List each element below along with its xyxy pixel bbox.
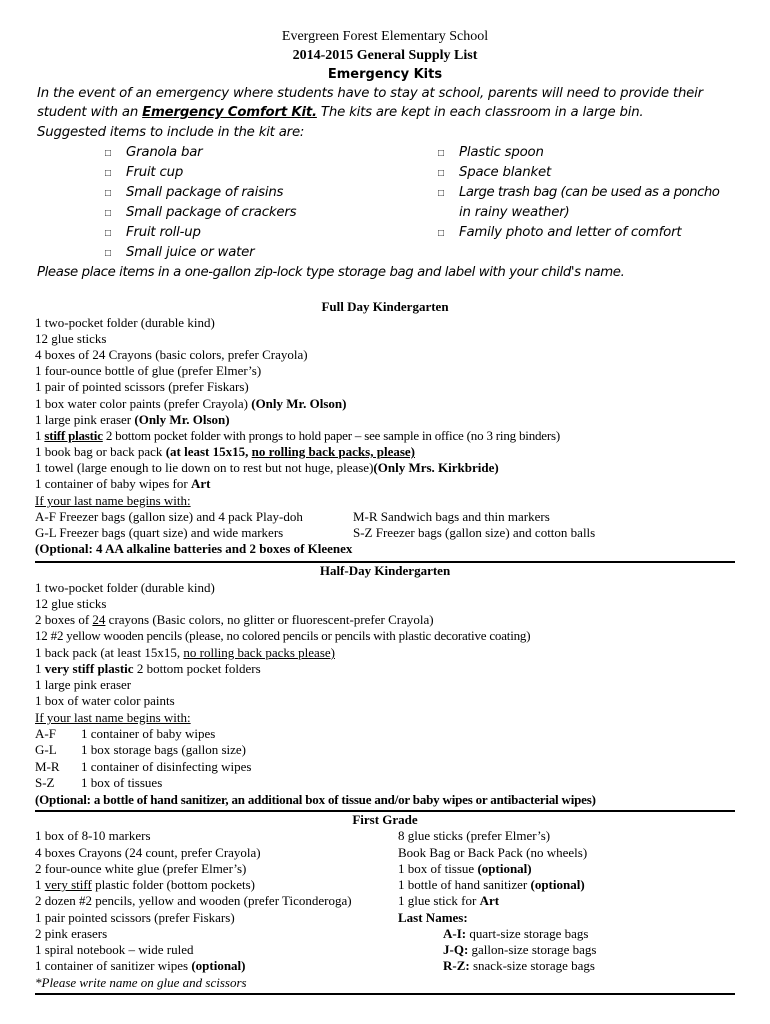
list-item bbox=[398, 893, 499, 909]
item-text: 1 container of baby wipes for bbox=[35, 476, 191, 491]
item-text: plastic folder (bottom pockets) bbox=[91, 877, 255, 892]
group-code: M-R bbox=[35, 759, 60, 774]
list-item bbox=[35, 412, 230, 428]
item-note: (optional) bbox=[530, 877, 585, 892]
kit-item: Fruit roll-up bbox=[126, 225, 201, 240]
list-item bbox=[35, 958, 245, 974]
last-name-label bbox=[35, 710, 191, 726]
last-name-text: If your last name begins with: bbox=[35, 493, 191, 508]
kit-item: Small package of crackers bbox=[126, 205, 297, 220]
list-item: 2 four-ounce white glue (prefer Elmer’s) bbox=[35, 861, 247, 876]
last-names-label bbox=[398, 910, 468, 926]
list-item: 1 spiral notebook – wide ruled bbox=[35, 942, 194, 957]
item-note: (Only Mr. Olson) bbox=[251, 396, 347, 411]
list-item: 1 pair of pointed scissors (prefer Fiskars) bbox=[35, 379, 249, 394]
group-code: R-Z: bbox=[443, 958, 470, 973]
item-text: 1 towel (large enough to lie down on to rest but not huge, please) bbox=[35, 460, 374, 475]
emergency-kits-title: Emergency Kits bbox=[327, 67, 443, 82]
item-text: 1 box of tissue bbox=[398, 861, 478, 876]
kit-item: Space blanket bbox=[459, 165, 551, 180]
list-item bbox=[35, 476, 210, 492]
list-item: 4 boxes of 24 Crayons (basic colors, prefer Crayola) bbox=[35, 347, 308, 362]
item-emphasis: no rolling back packs please) bbox=[183, 645, 335, 660]
supply-list-title: 2014-2015 General Supply List bbox=[292, 48, 478, 63]
list-item: 1 large pink eraser bbox=[35, 677, 132, 692]
kit-item: Small juice or water bbox=[126, 245, 255, 260]
item-text: 1 bbox=[35, 877, 45, 892]
optional-note bbox=[35, 792, 596, 808]
emergency-comfort-kit-label: Emergency Comfort Kit. bbox=[142, 105, 317, 120]
kit-item: Family photo and letter of comfort bbox=[459, 225, 682, 240]
list-item: A-F Freezer bags (gallon size) and 4 pack Play-doh bbox=[35, 509, 303, 524]
item-note: Art bbox=[190, 476, 211, 491]
list-item bbox=[443, 942, 596, 958]
school-name: Evergreen Forest Elementary School bbox=[281, 29, 489, 44]
emergency-intro-line1: In the event of an emergency where students have to stay at school, parents will need to provide their bbox=[37, 86, 703, 101]
checkbox-icon bbox=[105, 148, 111, 159]
item-emphasis: no rolling back packs, please) bbox=[251, 444, 415, 459]
item-emphasis: very stiff plastic bbox=[44, 661, 134, 676]
item-text: 1 book bag or back pack bbox=[35, 444, 166, 459]
group-item: 1 container of baby wipes bbox=[81, 726, 216, 741]
checkbox-icon bbox=[105, 248, 111, 259]
group-item: snack-size storage bags bbox=[469, 958, 595, 973]
item-text: 1 back pack (at least 15x15, bbox=[35, 645, 184, 660]
full-day-kindergarten-title: Full Day Kindergarten bbox=[321, 299, 449, 314]
item-text: 1 bottle of hand sanitizer bbox=[398, 877, 531, 892]
half-day-kindergarten-title: Half-Day Kindergarten bbox=[319, 563, 451, 578]
kit-item: Fruit cup bbox=[126, 165, 184, 180]
list-item bbox=[398, 861, 532, 877]
checkbox-icon bbox=[105, 168, 111, 179]
item-note: (optional) bbox=[477, 861, 532, 876]
item-text: 1 glue stick for bbox=[398, 893, 480, 908]
checkbox-icon bbox=[105, 208, 111, 219]
list-item bbox=[35, 460, 499, 476]
last-name-text: If your last name begins with: bbox=[35, 710, 191, 725]
optional-text: (Optional: 4 AA alkaline batteries and 2 boxes of Kleenex bbox=[35, 541, 353, 556]
item-text: 2 bottom pocket folder with prongs to hold paper – see sample in office (no 3 ring binders) bbox=[102, 428, 560, 443]
kit-item: Large trash bag (can be used as a poncho bbox=[459, 185, 720, 200]
section-divider bbox=[35, 993, 735, 995]
list-item: 4 boxes Crayons (24 count, prefer Crayola) bbox=[35, 845, 261, 860]
group-item: quart-size storage bags bbox=[466, 926, 589, 941]
item-text: 2 boxes of bbox=[35, 612, 93, 627]
list-item: 8 glue sticks (prefer Elmer’s) bbox=[398, 828, 551, 843]
list-item: Book Bag or Back Pack (no wheels) bbox=[398, 845, 588, 860]
item-text: 1 box water color paints (prefer Crayola) bbox=[35, 396, 252, 411]
list-item: 12 #2 yellow wooden pencils (please, no colored pencils or pencils with plastic decorative coating) bbox=[35, 628, 531, 643]
item-emphasis: stiff plastic bbox=[44, 428, 103, 443]
list-item bbox=[35, 612, 434, 628]
list-item: 12 glue sticks bbox=[35, 331, 107, 346]
last-name-label bbox=[35, 493, 191, 509]
list-item bbox=[35, 645, 335, 661]
item-note: (optional) bbox=[191, 958, 246, 973]
list-item: G-L Freezer bags (quart size) and wide markers bbox=[35, 525, 284, 540]
optional-note bbox=[35, 541, 352, 557]
group-code: A-F bbox=[35, 726, 56, 741]
group-code: J-Q: bbox=[443, 942, 469, 957]
list-item bbox=[35, 444, 415, 460]
item-text: crayons (Basic colors, no glitter or fluorescent-prefer Crayola) bbox=[105, 612, 434, 627]
checkbox-icon bbox=[438, 148, 444, 159]
list-item: 1 two-pocket folder (durable kind) bbox=[35, 580, 215, 595]
item-emphasis: (at least 15x15, bbox=[165, 444, 252, 459]
list-item bbox=[443, 926, 588, 942]
list-item: 12 glue sticks bbox=[35, 596, 107, 611]
name-note: *Please write name on glue and scissors bbox=[35, 975, 247, 990]
group-item: gallon-size storage bags bbox=[468, 942, 597, 957]
list-item bbox=[443, 958, 595, 974]
item-note: Art bbox=[479, 893, 500, 908]
list-item: 1 box of 8-10 markers bbox=[35, 828, 151, 843]
checkbox-icon bbox=[438, 228, 444, 239]
kit-item: Granola bar bbox=[126, 145, 203, 160]
list-item bbox=[398, 877, 585, 893]
list-item bbox=[35, 661, 261, 677]
kit-item: Small package of raisins bbox=[126, 185, 284, 200]
item-text: 1 bbox=[35, 661, 45, 676]
list-item: 1 four-ounce bottle of glue (prefer Elmer’s) bbox=[35, 363, 262, 378]
group-item: 1 box storage bags (gallon size) bbox=[81, 742, 246, 757]
kit-item: Plastic spoon bbox=[459, 145, 544, 160]
emergency-intro-line2 bbox=[37, 105, 643, 120]
last-names-text: Last Names: bbox=[398, 910, 468, 925]
optional-text: (Optional: a bottle of hand sanitizer, an additional box of tissue and/or baby wipes or antibacterial wipes) bbox=[35, 792, 596, 807]
list-item: 1 two-pocket folder (durable kind) bbox=[35, 315, 215, 330]
list-item: M-R Sandwich bags and thin markers bbox=[353, 509, 550, 524]
group-item: 1 box of tissues bbox=[81, 775, 163, 790]
group-code: S-Z bbox=[35, 775, 55, 790]
item-text: 2 bottom pocket folders bbox=[133, 661, 261, 676]
group-item: 1 container of disinfecting wipes bbox=[81, 759, 252, 774]
item-text: 1 container of sanitizer wipes bbox=[35, 958, 192, 973]
list-item: 2 dozen #2 pencils, yellow and wooden (prefer Ticonderoga) bbox=[35, 893, 352, 908]
checkbox-icon bbox=[438, 188, 444, 199]
list-item bbox=[35, 396, 346, 412]
item-emphasis: very stiff bbox=[44, 877, 92, 892]
item-note: (Only Mrs. Kirkbride) bbox=[373, 460, 499, 475]
list-item: S-Z Freezer bags (gallon size) and cotton balls bbox=[353, 525, 596, 540]
item-text: 1 bbox=[35, 428, 45, 443]
item-note: (Only Mr. Olson) bbox=[134, 412, 230, 427]
item-emphasis: 24 bbox=[92, 612, 106, 627]
list-item: 1 pair pointed scissors (prefer Fiskars) bbox=[35, 910, 235, 925]
emergency-closing: Please place items in a one-gallon zip-lock type storage bag and label with your child's name. bbox=[37, 265, 625, 280]
suggested-items-label: Suggested items to include in the kit are: bbox=[37, 125, 305, 140]
item-text: 1 large pink eraser bbox=[35, 412, 135, 427]
checkbox-icon bbox=[105, 188, 111, 199]
list-item bbox=[35, 428, 560, 444]
checkbox-icon bbox=[438, 168, 444, 179]
first-grade-title: First Grade bbox=[352, 812, 418, 827]
group-code: G-L bbox=[35, 742, 57, 757]
list-item: 2 pink erasers bbox=[35, 926, 108, 941]
intro-line2-pre: student with an bbox=[37, 105, 143, 120]
kit-item-continued: in rainy weather) bbox=[459, 205, 570, 220]
group-code: A-I: bbox=[443, 926, 467, 941]
list-item bbox=[35, 877, 255, 893]
intro-line2-post: The kits are kept in each classroom in a large bin. bbox=[316, 105, 644, 120]
checkbox-icon bbox=[105, 228, 111, 239]
list-item: 1 box of water color paints bbox=[35, 693, 175, 708]
